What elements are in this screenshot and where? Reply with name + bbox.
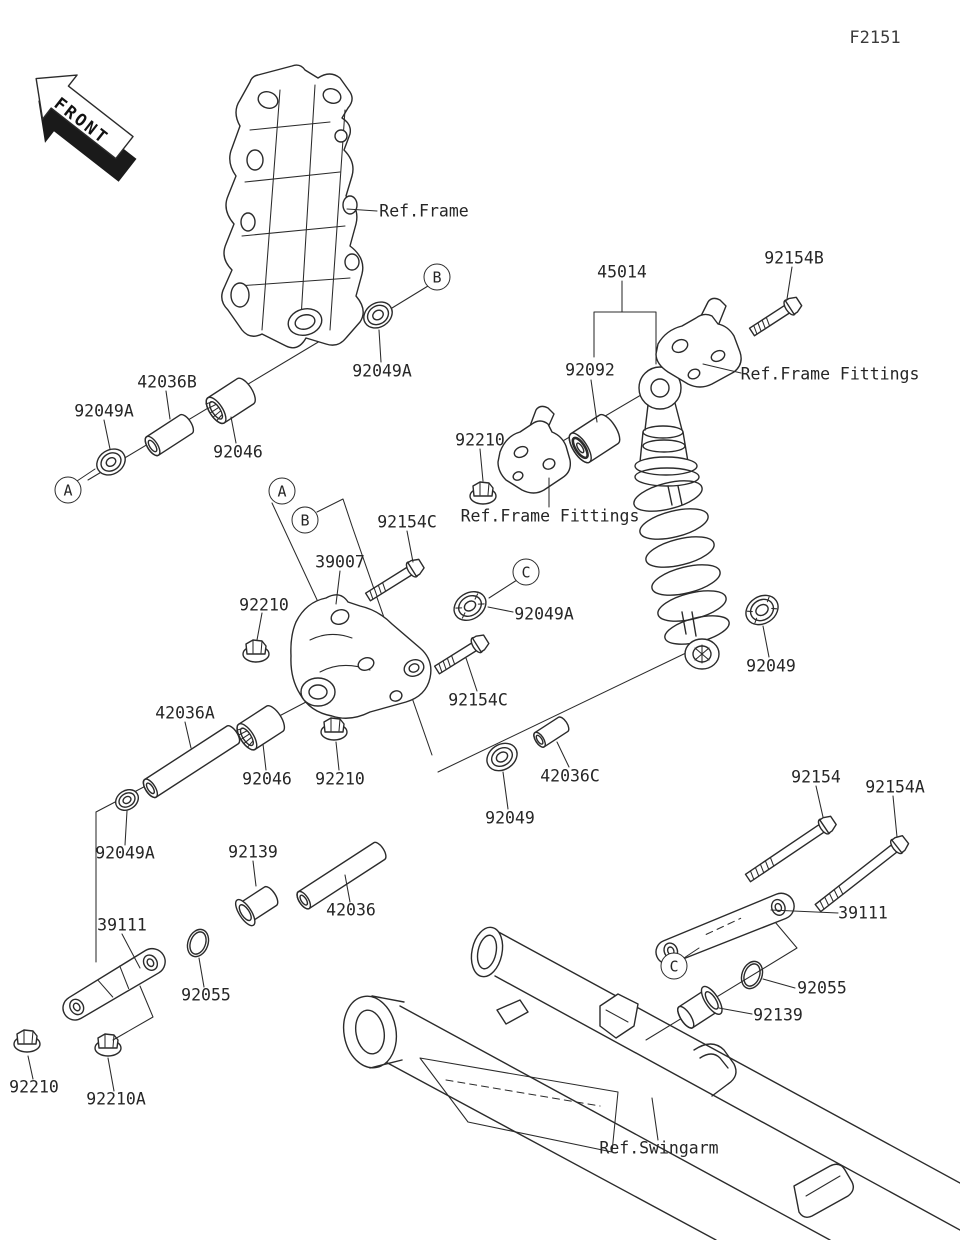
part-label: 92139	[228, 842, 278, 862]
bushing-92092	[565, 411, 624, 466]
part-label: 42036A	[155, 703, 215, 723]
part-label: 92049	[485, 808, 535, 828]
part-label: 92154A	[865, 777, 925, 797]
bolt-92154c-lower	[432, 632, 490, 677]
part-label: 92154C	[448, 690, 508, 710]
sleeve-42036c	[532, 715, 571, 749]
part-label: 92139	[753, 1005, 803, 1025]
oring-92055-left	[184, 926, 212, 959]
part-label: Ref.Swingarm	[599, 1138, 719, 1158]
rocker-arm-39007	[291, 595, 431, 718]
part-label: Ref.Frame	[379, 201, 469, 221]
part-label: 92154	[791, 767, 841, 787]
part-label: 92049	[746, 656, 796, 676]
bolt-92154a	[813, 833, 911, 915]
part-label: 92046	[213, 442, 263, 462]
part-label: 92154C	[377, 512, 437, 532]
part-label: 39111	[838, 903, 888, 923]
part-label: 92210A	[86, 1089, 146, 1109]
callout-circle: C	[661, 953, 688, 980]
bushing-92139-right	[673, 983, 726, 1033]
part-label: 92055	[797, 978, 847, 998]
seal-92049a-top	[359, 297, 397, 333]
tie-rod-39111-left	[58, 944, 170, 1026]
part-label: 92046	[242, 769, 292, 789]
bolt-92154c-upper	[363, 556, 425, 604]
nut-92210-upper	[470, 482, 496, 504]
callout-circle: A	[55, 477, 82, 504]
part-label: 42036B	[137, 372, 197, 392]
sleeve-42036a	[141, 724, 243, 800]
part-label: 92049A	[514, 604, 574, 624]
front-arrow-label: FRONT	[49, 93, 113, 149]
callout-circle: C	[513, 559, 540, 586]
frame-plate	[222, 65, 363, 348]
part-label: 42036	[326, 900, 376, 920]
callout-circle: A	[269, 478, 296, 505]
part-label: 92210	[315, 769, 365, 789]
bolt-92154	[743, 813, 838, 885]
frame-fitting-lower	[498, 406, 570, 493]
nut-92210-bottom	[14, 1030, 40, 1052]
sleeve-42036b	[142, 412, 196, 458]
part-label: 39111	[97, 915, 147, 935]
part-label: 92154B	[764, 248, 824, 268]
part-label: 92210	[9, 1077, 59, 1097]
swingarm	[338, 924, 960, 1240]
bolt-92154b	[747, 294, 803, 339]
seal-92049-right	[740, 589, 783, 630]
part-label: 92055	[181, 985, 231, 1005]
shock-absorber-45014	[631, 367, 732, 669]
part-label: Ref.Frame Fittings	[740, 364, 920, 384]
part-label: 42036C	[540, 766, 600, 786]
part-label: 92210	[455, 430, 505, 450]
figure-code: F2151	[849, 28, 901, 48]
bearing-92046-lower	[233, 703, 288, 753]
bushing-92139-left	[232, 881, 283, 928]
part-label: 45014	[597, 262, 647, 282]
part-label: 92092	[565, 360, 615, 380]
part-label: 92049A	[95, 843, 155, 863]
part-label: 92210	[239, 595, 289, 615]
part-label: 92049A	[74, 401, 134, 421]
callout-circle: B	[292, 507, 319, 534]
washer-92049-mid	[482, 738, 522, 776]
seal-92049a-mid	[449, 586, 492, 626]
part-label: 92049A	[352, 361, 412, 381]
part-label: Ref.Frame Fittings	[460, 506, 640, 526]
nut-92210-rocker-bottom	[321, 718, 347, 740]
part-label: 39007	[315, 552, 365, 572]
callout-circle: B	[424, 264, 451, 291]
nut-92210-rocker-left	[243, 640, 269, 662]
front-arrow	[9, 57, 154, 193]
